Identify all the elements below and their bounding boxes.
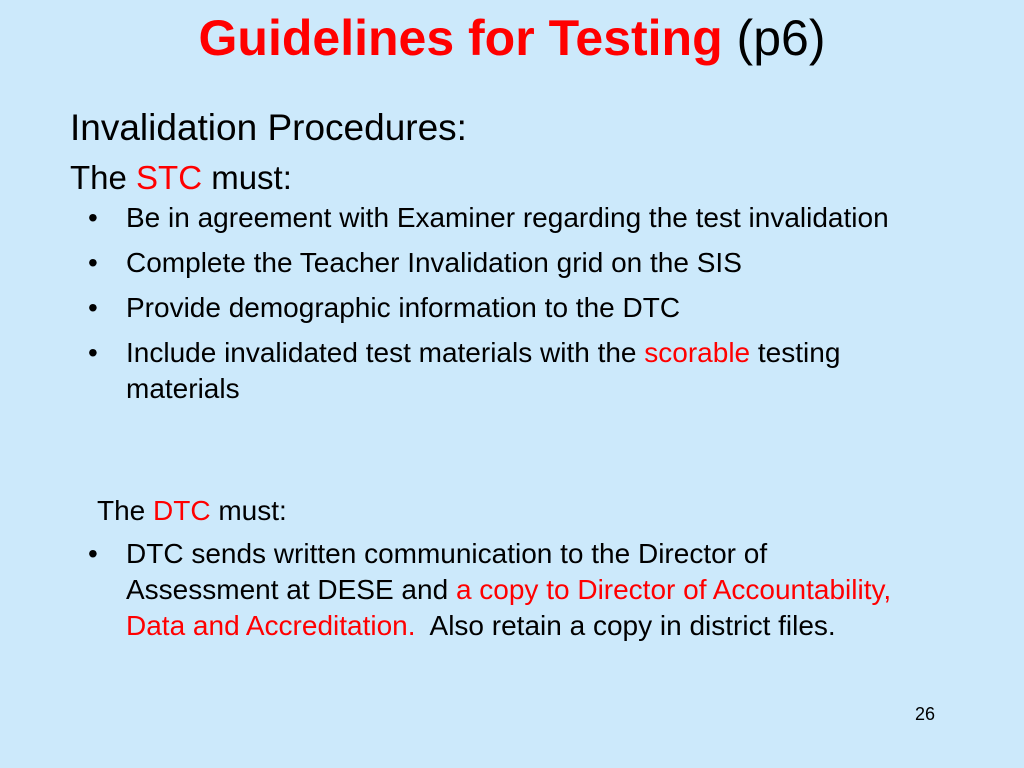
stc-role-label: STC <box>136 159 203 196</box>
list-item-text-continued: testing materials <box>126 337 841 404</box>
list-item-text: Provide demographic information to the DTC <box>126 292 681 323</box>
bullet-icon: • <box>88 538 98 569</box>
dtc-heading <box>97 493 287 529</box>
list-item-text: DTC sends written communication to the Director of Assessment at DESE and <box>126 538 768 605</box>
list-item <box>0 245 900 281</box>
list-item <box>0 290 900 326</box>
stc-heading-suffix: must: <box>211 159 292 196</box>
page-number: 26 <box>914 704 936 724</box>
bullet-icon: • <box>88 202 98 233</box>
dtc-heading-prefix: The <box>97 495 146 526</box>
list-item-text: Include invalidated test materials with the <box>126 337 637 368</box>
slide-title <box>0 8 1024 68</box>
list-item-text-continued: Also retain a copy in district files. <box>429 610 836 641</box>
bullet-icon: • <box>88 337 98 368</box>
stc-heading-prefix: The <box>70 159 127 196</box>
dtc-heading-suffix: must: <box>218 495 287 526</box>
stc-bullet-list <box>0 200 900 416</box>
bullet-icon: • <box>88 247 98 278</box>
bullet-icon: • <box>88 292 98 323</box>
slide-title-page-ref: (p6) <box>736 10 826 66</box>
dtc-bullet-list <box>0 536 900 644</box>
stc-heading <box>70 157 292 199</box>
list-item <box>0 200 900 236</box>
highlight-text: a copy to Director of Accountability, Data and Accreditation. <box>126 574 892 641</box>
slide-title-main: Guidelines for Testing <box>198 10 723 66</box>
list-item-text: Be in agreement with Examiner regarding the test invalidation <box>126 202 889 233</box>
list-item <box>0 335 900 407</box>
section-heading: Invalidation Procedures: <box>70 107 467 148</box>
highlight-text: scorable <box>644 337 751 368</box>
dtc-role-label: DTC <box>153 495 211 526</box>
list-item <box>0 536 900 644</box>
list-item-text: Complete the Teacher Invalidation grid on the SIS <box>126 247 742 278</box>
